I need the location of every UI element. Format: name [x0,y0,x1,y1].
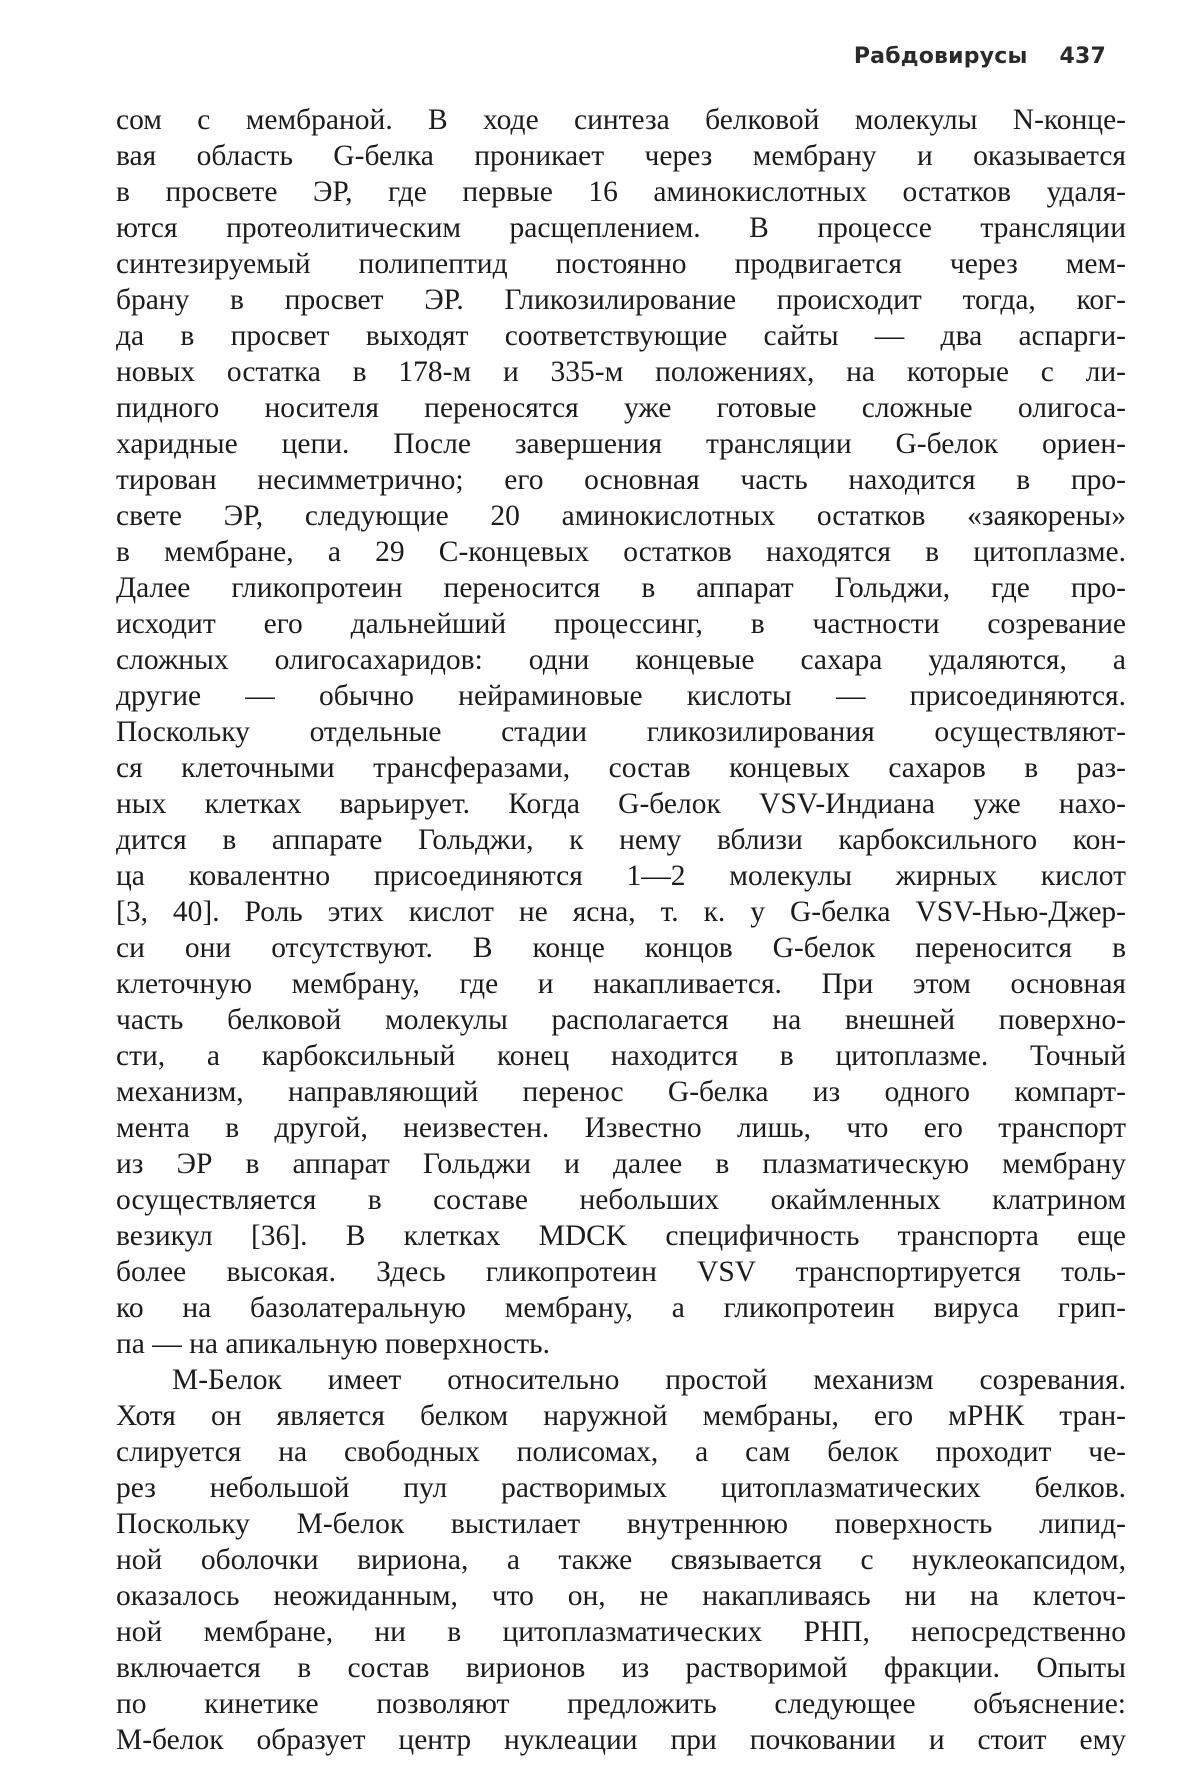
text-line: ца ковалентно присоединяются 1—2 молекулы жирных кислот [116,860,1126,892]
text-line: мента в другой, неизвестен. Известно лишь, что его транспорт [116,1112,1126,1144]
text-line: слируется на свободных полисомах, а сам белок проходит че- [116,1436,1126,1468]
text-line: рез небольшой пул растворимых цитоплазматических белков. [116,1472,1126,1504]
text-line: [3, 40]. Роль этих кислот не ясна, т. к. у G-белка VSV-Нью-Джер- [116,896,1126,928]
text-line: ных клетках варьирует. Когда G-белок VSV-Индиана уже нахо- [116,788,1126,820]
text-line: ной мембране, ни в цитоплазматических РНП, непосредственно [116,1616,1126,1648]
paragraph-1 [116,102,1126,1362]
text-line: брану в просвет ЭР. Гликозилирование происходит тогда, ког- [116,284,1126,316]
text-line: тирован несимметрично; его основная часть находится в про- [116,464,1126,496]
text-line: си они отсутствуют. В конце концов G-белок переносится в [116,932,1126,964]
paragraph-2 [116,1362,1126,1758]
text-line: оказалось неожиданным, что он, не накапливаясь ни на клеточ- [116,1580,1126,1612]
text-line: в мембране, а 29 С-концевых остатков находятся в цитоплазме. [116,536,1126,568]
text-line: М-Белок имеет относительно простой механизм созревания. [172,1364,1126,1396]
text-line: по кинетике позволяют предложить следующее объяснение: [116,1688,1126,1720]
text-line: другие — обычно нейраминовые кислоты — присоединяются. [116,680,1126,712]
body-text [116,102,1126,1758]
text-line: новых остатка в 178-м и 335-м положениях, на которые с ли- [116,356,1126,388]
text-line: сти, а карбоксильный конец находится в цитоплазме. Точный [116,1040,1126,1072]
text-line: сом с мембраной. В ходе синтеза белковой молекулы N-конце- [116,104,1126,136]
text-line: свете ЭР, следующие 20 аминокислотных остатков «заякорены» [116,500,1126,532]
text-line: из ЭР в аппарат Гольджи и далее в плазматическую мембрану [116,1148,1126,1180]
text-line: синтезируемый полипептид постоянно продвигается через мем- [116,248,1126,280]
running-header-title: Рабдовирусы [853,44,1028,69]
text-line: часть белковой молекулы располагается на внешней поверхно- [116,1004,1126,1036]
running-header [0,44,1106,69]
page-number: 437 [1059,44,1106,69]
text-line: осуществляется в составе небольших окаймленных клатрином [116,1184,1126,1216]
text-line: в просвете ЭР, где первые 16 аминокислотных остатков удаля- [116,176,1126,208]
text-line: ся клеточными трансферазами, состав концевых сахаров в раз- [116,752,1126,784]
text-line: Поскольку М-белок выстилает внутреннюю поверхность липид- [116,1508,1126,1540]
text-line: Хотя он является белком наружной мембраны, его мРНК тран- [116,1400,1126,1432]
text-line: механизм, направляющий перенос G-белка из одного компарт- [116,1076,1126,1108]
text-line: клеточную мембрану, где и накапливается. При этом основная [116,968,1126,1000]
text-line: ной оболочки вириона, а также связывается с нуклеокапсидом, [116,1544,1126,1576]
text-line: харидные цепи. После завершения трансляции G-белок ориен- [116,428,1126,460]
text-line: вая область G-белка проникает через мембрану и оказывается [116,140,1126,172]
text-line: па — на апикальную поверхность. [116,1328,551,1360]
text-line: дится в аппарате Гольджи, к нему вблизи карбоксильного кон- [116,824,1126,856]
text-line: Далее гликопротеин переносится в аппарат Гольджи, где про- [116,572,1126,604]
text-line: Поскольку отдельные стадии гликозилирования осуществляют- [116,716,1126,748]
text-line: более высокая. Здесь гликопротеин VSV транспортируется толь- [116,1256,1126,1288]
text-line: везикул [36]. В клетках MDCK специфичность транспорта еще [116,1220,1126,1252]
text-line: да в просвет выходят соответствующие сайты — два аспарги- [116,320,1126,352]
text-line: М-белок образует центр нуклеации при почковании и стоит ему [116,1724,1126,1756]
text-line: включается в состав вирионов из растворимой фракции. Опыты [116,1652,1126,1684]
text-line: сложных олигосахаридов: одни концевые сахара удаляются, а [116,644,1126,676]
text-line: пидного носителя переносятся уже готовые сложные олигоса- [116,392,1126,424]
text-line: ко на базолатеральную мембрану, а гликопротеин вируса грип- [116,1292,1126,1324]
text-line: ются протеолитическим расщеплением. В процессе трансляции [116,212,1126,244]
text-line: исходит его дальнейший процессинг, в частности созревание [116,608,1126,640]
